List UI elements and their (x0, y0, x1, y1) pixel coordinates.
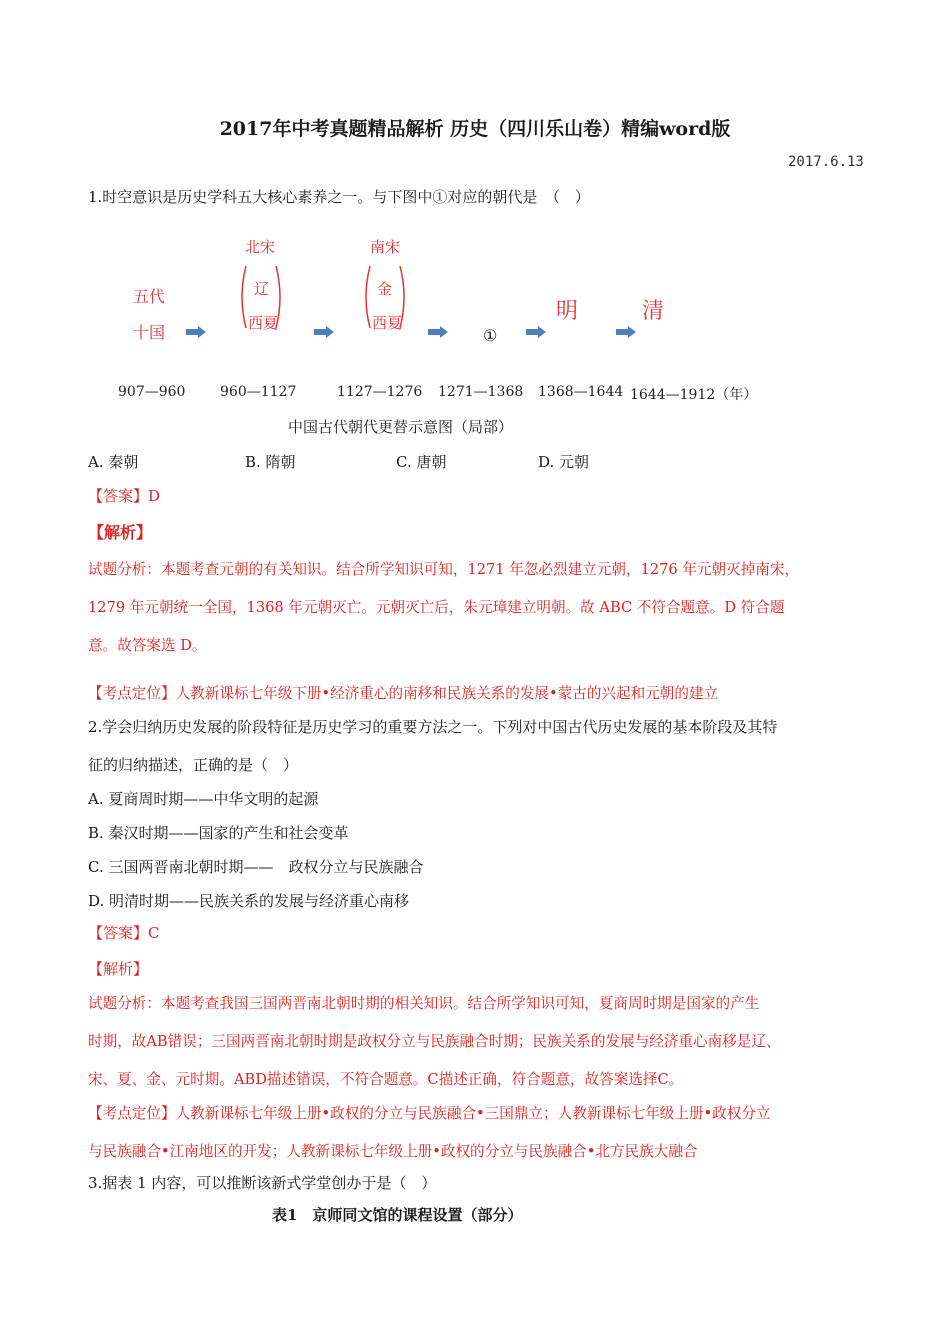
dynasty-nansong: 南宋 (370, 238, 401, 256)
arrow-icon (526, 326, 546, 338)
dynasty-jin: 金 (377, 280, 393, 298)
diagram-caption: 中国古代朝代更替示意图（局部） (288, 418, 514, 436)
dynasty-xixia-2: 西夏 (372, 314, 403, 332)
q2-stem: 征的归纳描述，正确的是（ ） (88, 756, 299, 774)
q1-option-b: B. 隋朝 (245, 453, 296, 471)
arrow-icon (616, 326, 636, 338)
arrow-icon (314, 326, 334, 338)
q2-analysis-label: 【解析】 (88, 960, 149, 978)
year-range: 960—1127 (220, 384, 297, 400)
q1-analysis-label: 【解析】 (88, 523, 153, 542)
year-range: 1644—1912（年） (630, 387, 758, 403)
year-range: 1127—1276 (337, 384, 423, 400)
dynasty-shiguo: 十国 (133, 323, 166, 342)
year-range: 1368—1644 (538, 384, 624, 400)
q2-point: 与民族融合•江南地区的开发；人教新课标七年级上册•政权的分立与民族融合•北方民族大融合 (88, 1143, 698, 1160)
arrow-icon (428, 326, 448, 338)
q2-analysis-line: 时期，故AB错误；三国两晋南北朝时期是政权分立与民族融合时期；民族关系的发展与经济重心南移是辽、 (88, 1033, 781, 1050)
year-range: 1271—1368 (438, 384, 524, 400)
q2-answer: 【答案】C (88, 924, 160, 942)
q2-analysis-line: 宋、夏、金、元时期。ABD描述错误，不符合题意。C描述正确，符合题意，故答案选择C。 (88, 1071, 684, 1088)
q1-option-c: C. 唐朝 (396, 453, 447, 471)
q3-table-title: 表1 京师同文馆的课程设置（部分） (272, 1206, 523, 1224)
q1-analysis-line: 意。故答案选 D。 (88, 637, 207, 654)
document-title: 2017年中考真题精品解析 历史（四川乐山卷）精编word版 (219, 118, 731, 140)
dynasty-unknown-marker: ① (483, 326, 498, 345)
q2-option-a: A. 夏商周时期——中华文明的起源 (88, 790, 319, 808)
arrow-icon (186, 326, 206, 338)
q1-point: 【考点定位】人教新课标七年级下册•经济重心的南移和民族关系的发展•蒙古的兴起和元朝的建立 (88, 685, 719, 702)
year-range: 907—960 (118, 384, 186, 400)
dynasty-xixia-1: 西夏 (248, 314, 279, 332)
q1-stem: 1.时空意识是历史学科五大核心素养之一。与下图中①对应的朝代是 （ ） (88, 188, 590, 206)
dynasty-beisong: 北宋 (245, 238, 276, 256)
q2-option-d: D. 明清时期——民族关系的发展与经济重心南移 (88, 892, 410, 910)
document-date: 2017.6.13 (788, 154, 864, 170)
q1-option-a: A. 秦朝 (88, 453, 139, 471)
q2-option-c: C. 三国两晋南北朝时期—— 政权分立与民族融合 (88, 858, 424, 876)
q2-point: 【考点定位】人教新课标七年级上册•政权的分立与民族融合•三国鼎立；人教新课标七年级上册•政权分立 (88, 1105, 771, 1122)
q1-answer: 【答案】D (88, 487, 161, 505)
q2-analysis-line: 试题分析：本题考查我国三国两晋南北朝时期的相关知识。结合所学知识可知，夏商周时期是国家的产生 (88, 995, 760, 1012)
q1-analysis-line: 试题分析：本题考查元朝的有关知识。结合所学知识可知，1271 年忽必烈建立元朝，1276 年元朝灭掉南宋， (88, 561, 800, 578)
dynasty-qing: 清 (642, 299, 665, 324)
dynasty-wudai: 五代 (133, 287, 166, 306)
dynasty-ming: 明 (556, 299, 579, 324)
q1-analysis-line: 1279 年元朝统一全国，1368 年元朝灭亡。元朝灭亡后，朱元璋建立明朝。故 ABC 不符合题意。D 符合题 (88, 599, 785, 616)
q2-stem: 2.学会归纳历史发展的阶段特征是历史学习的重要方法之一。下列对中国古代历史发展的基本阶段及其特 (88, 718, 778, 736)
dynasty-liao: 辽 (254, 280, 270, 298)
q3-stem: 3.据表 1 内容，可以推断该新式学堂创办于是（ ） (88, 1174, 437, 1192)
q1-option-d: D. 元朝 (538, 453, 590, 471)
q2-option-b: B. 秦汉时期——国家的产生和社会变革 (88, 824, 349, 842)
